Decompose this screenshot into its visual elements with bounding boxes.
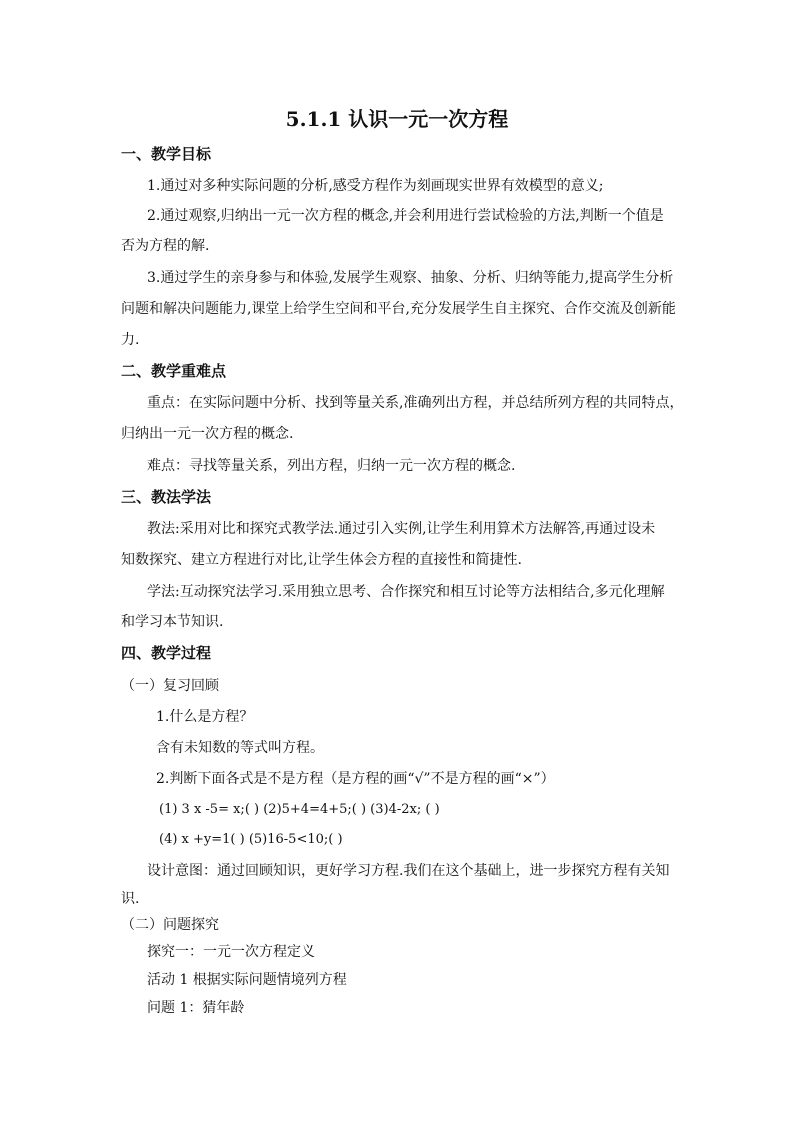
section-heading-methods: 三、教法学法 [121,488,212,506]
subsection-heading: （二）问题探究 [121,917,219,933]
subsection-heading: （一）复习回顾 [121,678,219,694]
paragraph-line: 否为方程的解. [121,238,210,254]
exercise-row: (4) x +y=1( ) (5)16-5<10;( ) [159,832,343,847]
paragraph-line: 问题和解决问题能力,课堂上给学生空间和平台,充分发展学生自主探究、合作交流及创新能 [121,301,676,317]
paragraph-line: 教法:采用对比和探究式教学法.通过引入实例,让学生利用算术方法解答,再通过设未 [147,521,656,537]
question-line: 2.判断下面各式是不是方程（是方程的画“√”不是方程的画“×”） [156,771,555,787]
paragraph-line: 3.通过学生的亲身参与和体验,发展学生观察、抽象、分析、归纳等能力,提高学生分析 [147,270,674,286]
paragraph-line: 设计意图：通过回顾知识，更好学习方程.我们在这个基础上，进一步探究方程有关知 [147,863,670,879]
paragraph-line: 1.通过对多种实际问题的分析,感受方程作为刻画现实世界有效模型的意义; [147,178,604,194]
paragraph-line: 识. [121,891,140,907]
answer-line: 含有未知数的等式叫方程。 [156,740,324,756]
paragraph-line: 2.通过观察,归纳出一元一次方程的概念,并会利用进行尝试检验的方法,判断一个值是 [147,208,664,224]
section-heading-process: 四、教学过程 [121,644,212,662]
paragraph-line: 和学习本节知识. [121,614,224,630]
section-heading-key-points: 二、教学重难点 [121,362,227,380]
paragraph-line: 力. [121,332,140,348]
page-title: 5.1.1 认识一元一次方程 [285,107,509,131]
paragraph-line: 归纳出一元一次方程的概念. [121,426,294,442]
paragraph-line: 知数探究、建立方程进行对比,让学生体会方程的直接性和简捷性. [121,552,522,568]
paragraph-line: 学法:互动探究法学习.采用独立思考、合作探究和相互讨论等方法相结合,多元化理解 [147,584,665,600]
paragraph-line: 探究一：一元一次方程定义 [147,944,315,960]
paragraph-line: 问题 1：猜年龄 [147,1000,245,1016]
question-line: 1.什么是方程？ [156,709,254,725]
paragraph-line: 重点：在实际问题中分析、找到等量关系,准确列出方程，并总结所列方程的共同特点， [147,395,684,411]
paragraph-line: 活动 1 根据实际问题情境列方程 [147,972,347,988]
paragraph-line: 难点：寻找等量关系，列出方程，归纳一元一次方程的概念. [147,458,516,474]
section-heading-objectives: 一、教学目标 [121,145,212,163]
exercise-row: (1) 3 x -5= x;( ) (2)5+4=4+5;( ) (3)4-2x; ( ) [159,802,440,817]
